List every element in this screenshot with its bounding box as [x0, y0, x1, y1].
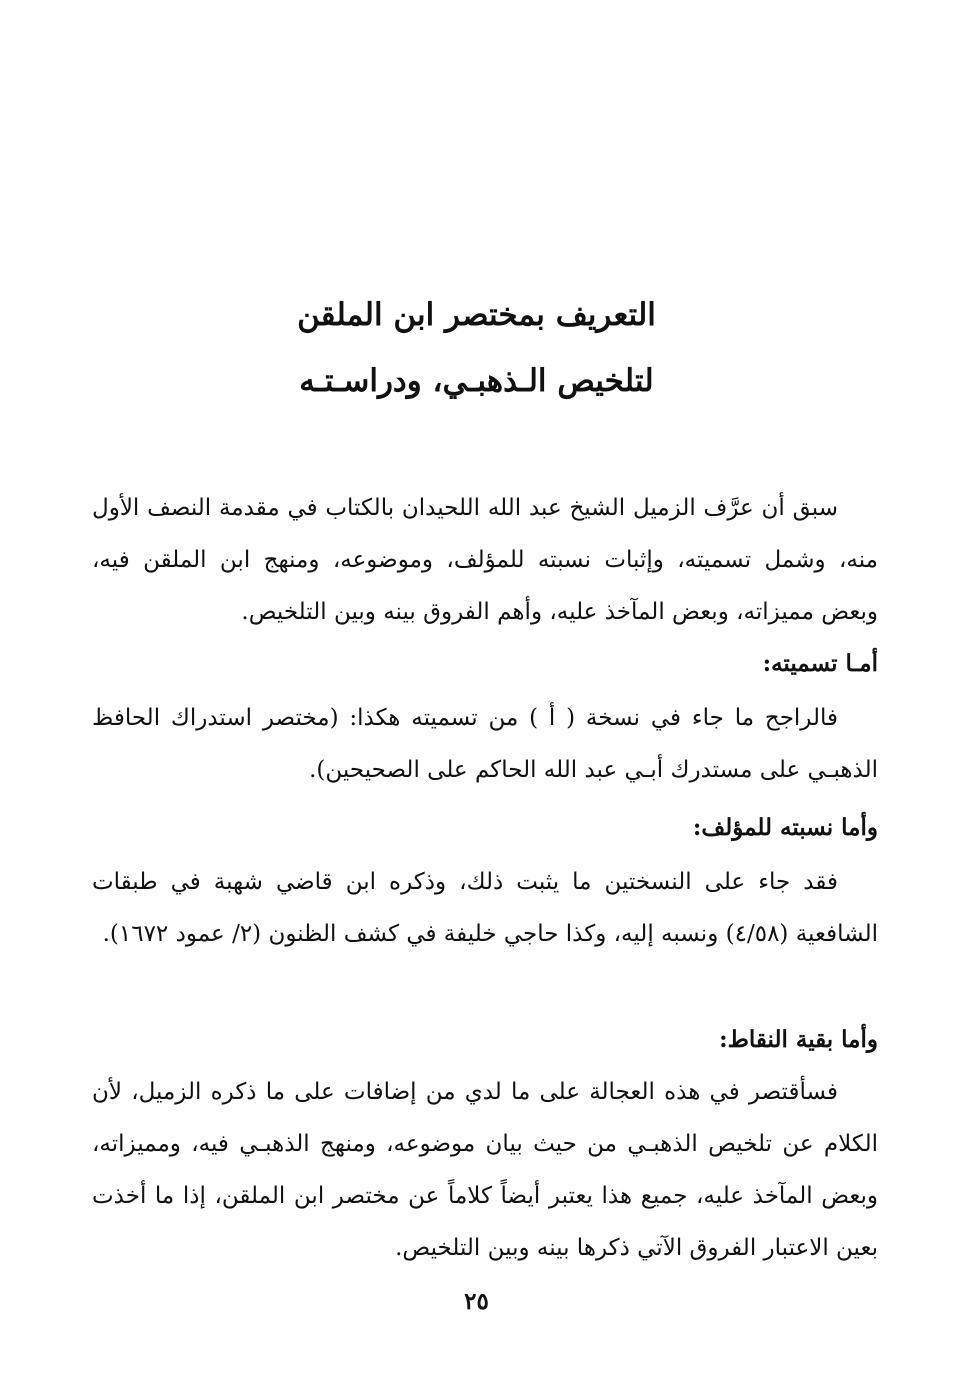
page-number: ٢٥ [464, 1288, 489, 1315]
intro-paragraph: سبق أن عرَّف الزميل الشيخ عبد الله اللحيدان بالكتاب في مقدمة النصف الأول منه، وشمل تسميته، وإثبات نسبته للمؤلف، وموضوعه، ومنهج ابن الملقن فيه، وبعض مميزاته، وبعض المآخذ عليه، وأهم الفروق بينه وبين التلخيص. [92, 495, 878, 625]
section-body-naming-block [92, 692, 878, 796]
section-body-remaining-points: فسأقتصر في هذه العجالة على ما لدي من إضافات على ما ذكره الزميل، لأن الكلام عن تلخيص الذهبـي من حيث بيان موضوعه، ومنهج الذهبـي فيه، ومميزاته، وبعض المآخذ عليه، جميع هذا يعتبر أيضاً كلاماً عن مختصر ابن الملقن، إذا ما أخذت بعين الاعتبار الفروق الآتي ذكرها بينه وبين التلخيص. [92, 1079, 878, 1261]
title-line-1: التعريف بمختصر ابن الملقن [297, 297, 656, 333]
section-body-remaining-points-block [92, 1066, 878, 1274]
title-line-2: لتلخيص الـذهبـي، ودراسـتـه [299, 363, 654, 399]
section-body-attribution-block [92, 856, 878, 960]
section-heading-remaining-points: وأما بقية النقاط: [719, 1026, 878, 1053]
intro-paragraph-block [92, 482, 878, 638]
section-body-attribution: فقد جاء على النسختين ما يثبت ذلك، وذكره ابن قاضي شهبة في طبقات الشافعية (٤/٥٨) ونسبه إليه، وكذا حاجي خليفة في كشف الظنون (٢/ عمود ١٦٧٢). [92, 869, 878, 947]
section-body-naming: فالراجح ما جاء في نسخة ( أ ) من تسميته هكذا: (مختصر استدراك الحافظ الذهبـي على مستدرك أبـي عبد الله الحاكم على الصحيحين). [92, 705, 878, 783]
section-heading-attribution: وأما نسبته للمؤلف: [692, 814, 878, 841]
section-heading-naming: أمـا تسميته: [762, 650, 878, 677]
chapter-title [0, 282, 953, 414]
